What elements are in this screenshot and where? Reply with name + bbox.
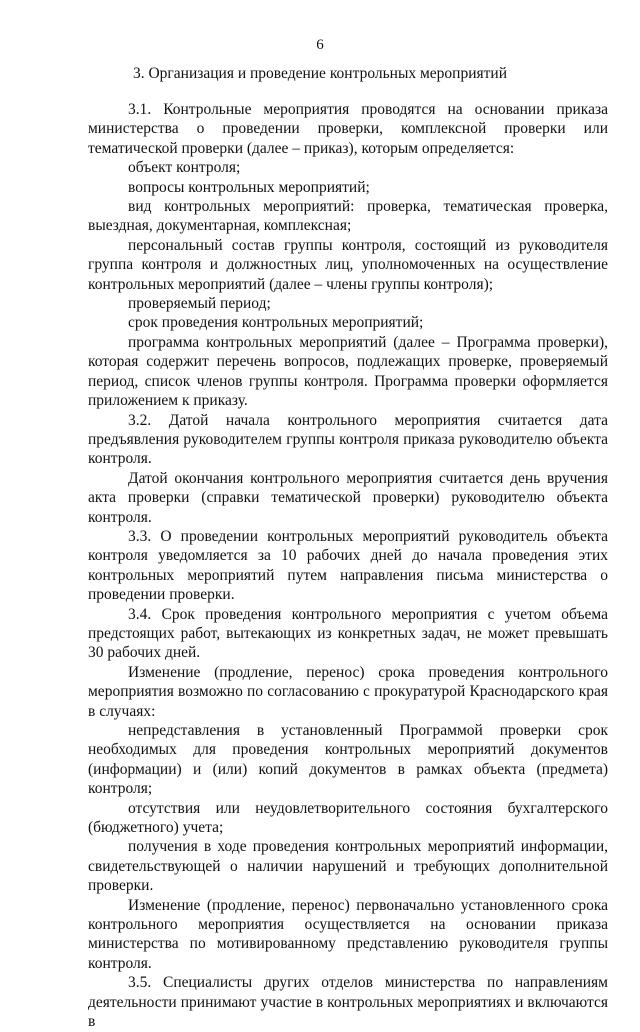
paragraph: Изменение (продление, перенос) первоначально установленного срока контрольного мероприятия осуществляется на основании приказа министерства по мотивированному представлению руководителя группы контроля. bbox=[88, 896, 608, 972]
paragraph: 3.1. Контрольные мероприятия проводятся на основании приказа министерства о проведении проверки, комплексной проверки или тематической проверки (далее – приказ), которым определяется: bbox=[88, 101, 608, 157]
list-item: вид контрольных мероприятий: проверка, тематическая проверка, выездная, документарная, комплексная; bbox=[88, 198, 608, 235]
paragraph: 3.2. Датой начала контрольного мероприятия считается дата предъявления руководителем группы контроля приказа руководителю объекта контроля. bbox=[88, 411, 608, 468]
list-item: отсутствия или неудовлетворительного состояния бухгалтерского (бюджетного) учета; bbox=[88, 799, 608, 837]
document-body bbox=[88, 100, 608, 1032]
list-item: вопросы контрольных мероприятий; bbox=[128, 178, 370, 196]
paragraph: Датой окончания контрольного мероприятия считается день вручения акта проверки (справки тематической проверки) руководителю объекта контроля. bbox=[88, 469, 608, 526]
list-item: непредставления в установленный Программой проверки срок необходимых для проведения контрольных мероприятий документов (информации) и (или) копий документов в рамках объекта (предмета) контроля; bbox=[88, 722, 608, 798]
paragraph: 3.3. О проведении контрольных мероприятий руководитель объекта контроля уведомляется за 10 рабочих дней до начала проведения этих контрольных мероприятий путем направления письма министерства о проведении проверки. bbox=[88, 527, 608, 604]
list-item: персональный состав группы контроля, состоящий из руководителя группа контроля и должностных лиц, уполномоченных на осуществление контрольных мероприятий (далее – члены группы контроля); bbox=[88, 236, 608, 293]
list-item: объект контроля; bbox=[128, 159, 241, 177]
list-item: получения в ходе проведения контрольных мероприятий информации, свидетельствующей о наличии нарушений и требующих дополнительной проверки. bbox=[88, 838, 608, 895]
list-item: проверяемый период; bbox=[128, 295, 271, 313]
paragraph: Изменение (продление, перенос) срока проведения контрольного мероприятия возможно по согласованию с прокуратурой Краснодарского края в случаях: bbox=[88, 663, 608, 720]
list-item: срок проведения контрольных мероприятий; bbox=[128, 314, 424, 332]
list-item: программа контрольных мероприятий (далее – Программа проверки), которая содержит перечень вопросов, подлежащих проверке, проверяемый период, список членов группы контроля. Программа проверки оформляется приложением к приказу. bbox=[88, 333, 608, 410]
section-heading: 3. Организация и проведение контрольных мероприятий bbox=[132, 65, 508, 82]
paragraph: 3.4. Срок проведения контрольного мероприятия с учетом объема предстоящих работ, вытекающих из конкретных задач, не может превышать 30 рабочих дней. bbox=[88, 605, 608, 662]
paragraph: 3.5. Специалисты других отделов министерства по направлениям деятельности принимают участие в контрольных мероприятиях и включаются в bbox=[88, 974, 608, 1031]
page-number: 6 bbox=[316, 37, 324, 53]
